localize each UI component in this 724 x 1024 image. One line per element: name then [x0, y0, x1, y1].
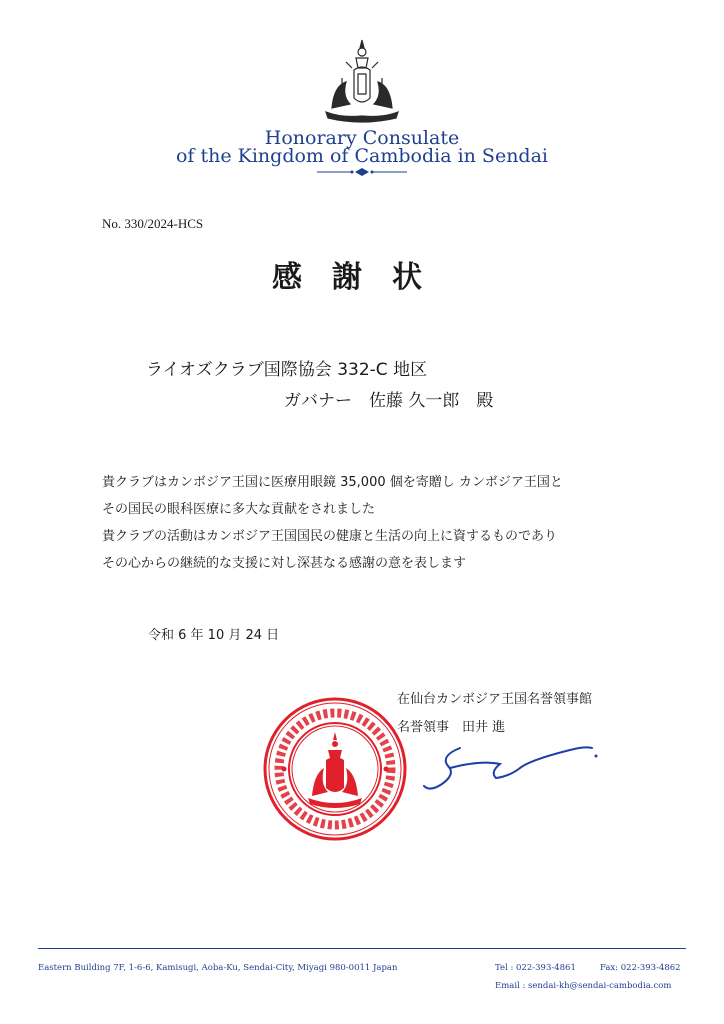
- handwritten-signature: [420, 738, 610, 793]
- document-number: No. 330/2024-HCS: [102, 216, 204, 231]
- ornamental-divider-icon: [317, 167, 407, 177]
- body-line-2: その国民の眼科医療に多大な貢献をされました: [102, 502, 376, 517]
- body-line-3: 貴クラブの活動はカンボジア王国国民の健康と生活の向上に資するものであり: [102, 529, 558, 544]
- footer-email: Email : sendai-kh@sendai-cambodia.com: [495, 981, 672, 991]
- addressee-name: ガバナー 佐藤 久一郎 殿: [284, 391, 494, 411]
- addressee-organization: ライオズクラブ国際協会 332-C 地区: [146, 360, 428, 380]
- royal-crest-icon: [312, 38, 412, 128]
- footer-telephone: Tel : 022-393-4861: [495, 963, 576, 973]
- footer-fax: Fax: 022-393-4862: [600, 963, 681, 973]
- footer-address: Eastern Building 7F, 1-6-6, Kamisugi, Aoba-Ku, Sendai-City, Miyagi 980-0011 Japan: [38, 963, 398, 973]
- consulate-name-line2: of the Kingdom of Cambodia in Sendai: [175, 145, 548, 167]
- consulate-name-line1: Honorary Consulate: [264, 127, 460, 149]
- body-line-1: 貴クラブはカンボジア王国に医療用眼鏡 35,000 個を寄贈し カンボジア王国と: [102, 475, 563, 490]
- consulate-seal-icon: [262, 696, 408, 842]
- footer-divider: [38, 948, 686, 949]
- issuer-organization: 在仙台カンボジア王国名誉領事館: [397, 692, 593, 707]
- document-title: 感謝状: [272, 260, 452, 295]
- body-line-4: その心からの継続的な支援に対し深甚なる感謝の意を表します: [102, 556, 467, 571]
- issue-date: 令和 6 年 10 月 24 日: [148, 628, 280, 643]
- issuer-signer: 名誉領事 田井 進: [397, 720, 506, 735]
